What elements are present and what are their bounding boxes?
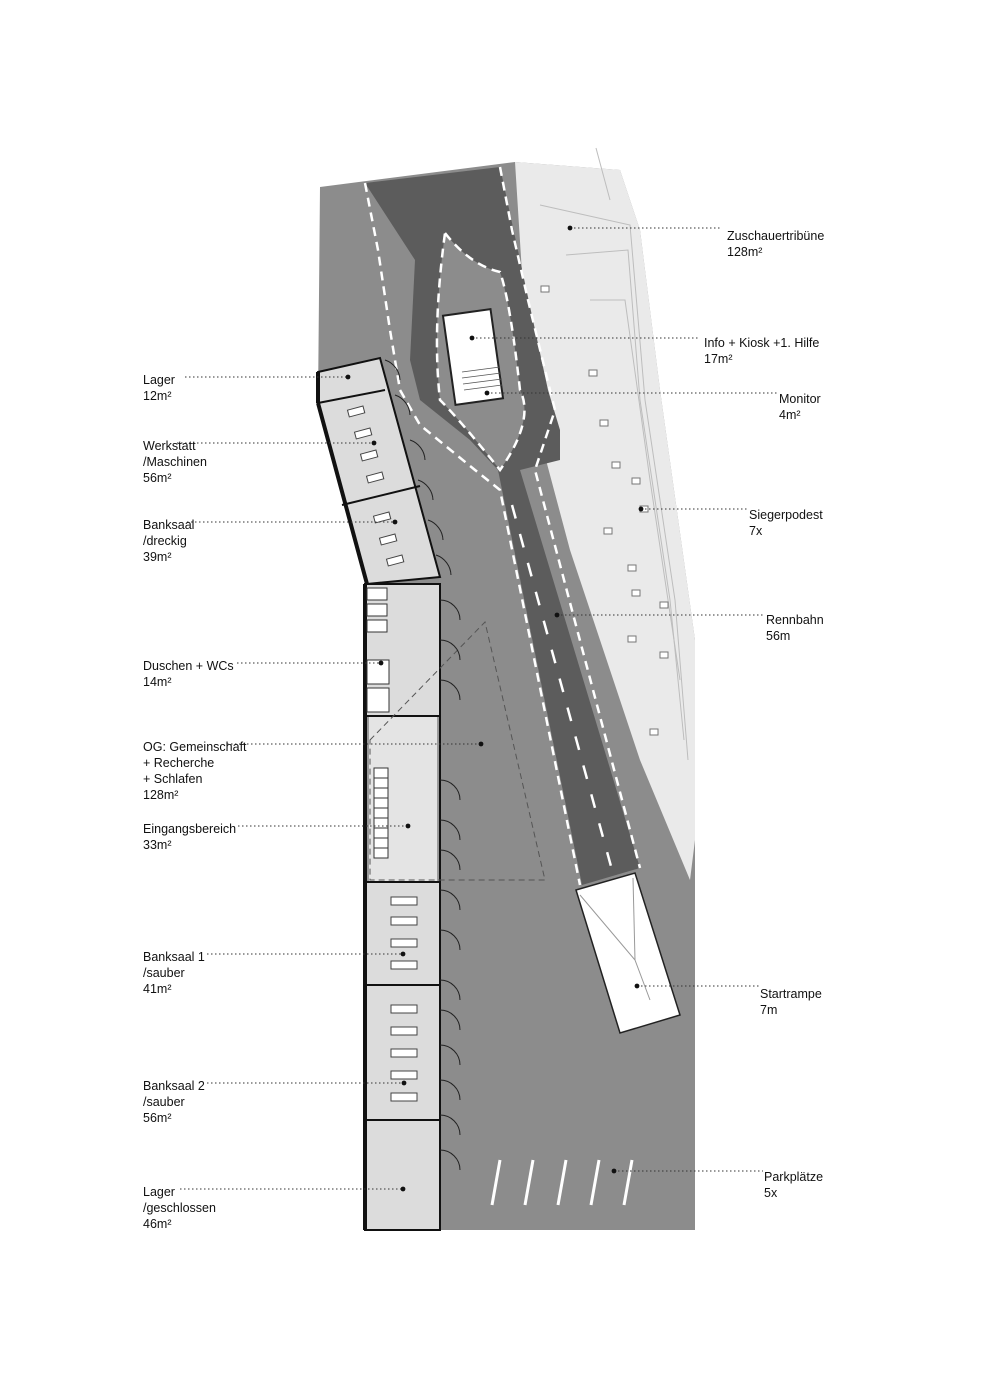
label-line: 12m² [143, 389, 172, 403]
label-startrampe [760, 986, 822, 1018]
label-line: /sauber [143, 1095, 185, 1109]
label-line: 5x [764, 1186, 778, 1200]
label-line: /geschlossen [143, 1201, 216, 1215]
label-line: 39m² [143, 550, 172, 564]
label-line: /Maschinen [143, 455, 207, 469]
label-line: Banksaal 1 [143, 950, 205, 964]
label-parkplaetze [764, 1169, 823, 1201]
label-line: Eingangsbereich [143, 822, 237, 836]
label-line: Siegerpodest [749, 508, 823, 522]
label-banksaal-2 [143, 1078, 205, 1126]
label-werkstatt [143, 438, 207, 486]
label-line: Monitor [779, 392, 821, 406]
label-line: Zuschauertribüne [727, 229, 825, 243]
label-line: Rennbahn [766, 613, 824, 627]
label-line: Banksaal [143, 518, 195, 532]
label-siegerpodest [749, 507, 823, 539]
label-monitor [779, 391, 821, 423]
label-line: 128m² [727, 245, 763, 259]
label-zuschauertribuene [727, 228, 824, 260]
label-rennbahn [766, 612, 824, 644]
label-line: 56m² [143, 1111, 172, 1125]
label-line: 46m² [143, 1217, 172, 1231]
label-banksaal-dreckig [143, 517, 194, 565]
label-line: OG: Gemeinschaft [143, 740, 247, 754]
label-line: 17m² [704, 352, 733, 366]
label-line: Werkstatt [143, 439, 196, 453]
label-line: 4m² [779, 408, 801, 422]
label-lager [143, 372, 175, 404]
label-line: 7m [760, 1003, 778, 1017]
label-line: /dreckig [143, 534, 187, 548]
label-line: 33m² [143, 838, 172, 852]
label-line: + Schlafen [143, 772, 203, 786]
label-line: Startrampe [760, 987, 822, 1001]
label-line: + Recherche [143, 756, 215, 770]
label-banksaal-1 [143, 949, 205, 997]
label-line: Parkplätze [764, 1170, 824, 1184]
label-og [143, 739, 247, 803]
label-line: 56m² [143, 471, 172, 485]
label-line: /sauber [143, 966, 185, 980]
label-kiosk [704, 335, 819, 367]
label-line: Info + Kiosk +1. Hilfe [704, 336, 820, 350]
label-line: 56m [766, 629, 791, 643]
label-line: Lager [143, 373, 175, 387]
label-eingang [143, 821, 236, 853]
label-line: Lager [143, 1185, 175, 1199]
label-line: 7x [749, 524, 763, 538]
label-lager-geschlossen [143, 1184, 216, 1232]
label-line: Duschen + WCs [143, 659, 234, 673]
label-duschen [143, 658, 234, 690]
label-line: 14m² [143, 675, 172, 689]
label-line: Banksaal 2 [143, 1079, 205, 1093]
label-line: 128m² [143, 788, 179, 802]
label-line: 41m² [143, 982, 172, 996]
